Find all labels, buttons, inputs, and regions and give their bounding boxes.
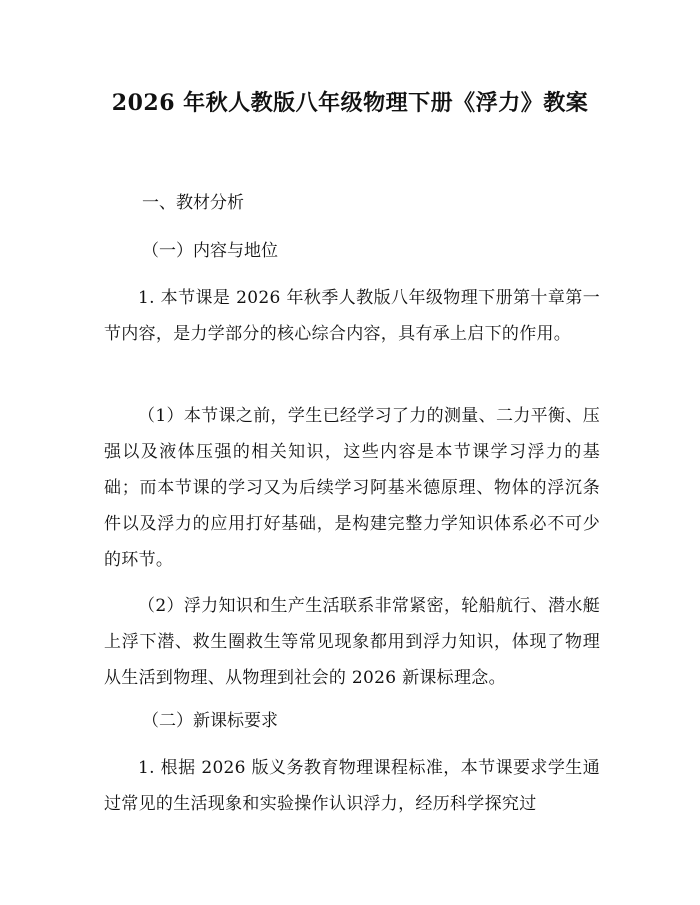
section-heading-textbook-analysis: 一、教材分析 [142, 193, 244, 213]
paragraph-lesson-position: 1. 本节课是 2026 年秋季人教版八年级物理下册第十章第一节内容，是力学部分的核心综合内容，具有承上启下的作用。 [104, 288, 600, 344]
paragraph-real-life-connection: （2）浮力知识和生产生活联系非常紧密，轮船航行、潜水艇上浮下潜、救生圈救生等常见现象都用到浮力知识，体现了物理从生活到物理、从物理到社会的 2026 新课标理念。 [104, 596, 600, 688]
document-title: 2026 年秋人教版八年级物理下册《浮力》教案 [111, 90, 589, 116]
subsection-heading-curriculum-requirements: （二）新课标要求 [142, 711, 278, 731]
paragraph-prior-knowledge: （1）本节课之前，学生已经学习了力的测量、二力平衡、压强以及液体压强的相关知识，这些内容是本节课学习浮力的基础；而本节课的学习又为后续学习阿基米德原理、物体的浮沉条件以及浮力的应用打好基础，是构建完整力学知识体系必不可少的环节。 [104, 406, 600, 570]
subsection-heading-content-and-status: （一）内容与地位 [142, 241, 278, 261]
paragraph-curriculum-standard: 1. 根据 2026 版义务教育物理课程标准，本节课要求学生通过常见的生活现象和实验操作认识浮力，经历科学探究过 [104, 758, 600, 814]
